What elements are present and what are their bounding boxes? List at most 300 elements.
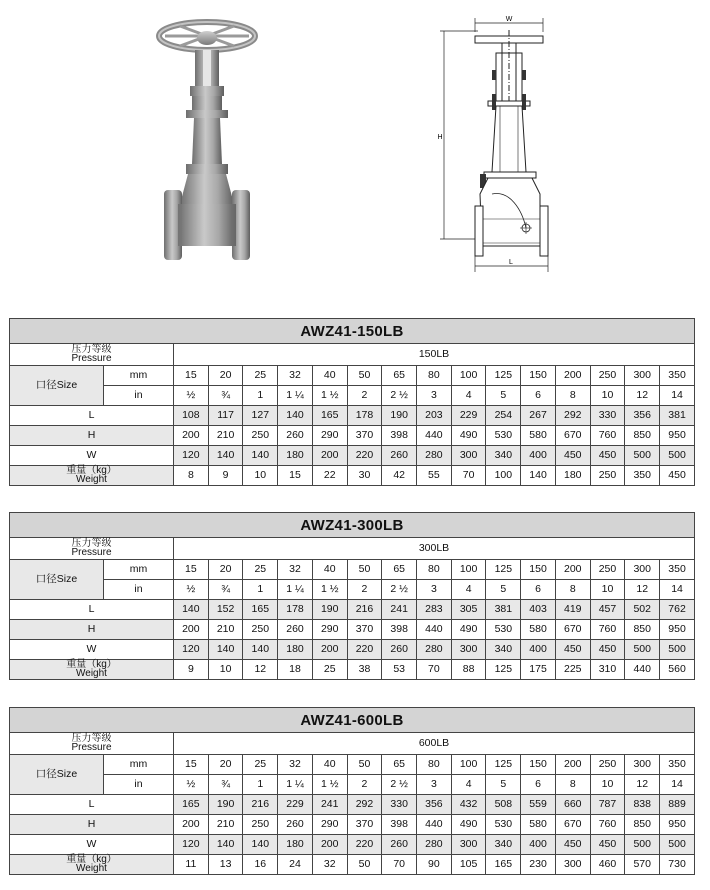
weight-cell: 11 [174,855,209,875]
in-cell: 1 ½ [312,580,347,600]
l-cell: 508 [486,795,521,815]
in-cell: 10 [590,775,625,795]
in-cell: 5 [486,386,521,406]
w-cell: 400 [521,446,556,466]
w-cell: 140 [208,446,243,466]
pressure-label-en: Pressure [71,742,112,753]
h-cell: 370 [347,426,382,446]
mm-cell: 300 [625,560,660,580]
w-cell: 200 [312,835,347,855]
w-cell: 450 [555,640,590,660]
h-cell: 260 [278,620,313,640]
weight-cell: 9 [174,660,209,680]
w-cell: 400 [521,640,556,660]
weight-cell: 460 [590,855,625,875]
l-cell: 838 [625,795,660,815]
h-row-label: H [10,620,174,640]
weight-cell: 88 [451,660,486,680]
in-cell: 12 [625,386,660,406]
w-cell: 450 [590,835,625,855]
l-cell: 229 [451,406,486,426]
h-cell: 370 [347,815,382,835]
w-cell: 450 [555,446,590,466]
l-cell: 330 [382,795,417,815]
w-row-label: W [10,835,174,855]
l-cell: 140 [278,406,313,426]
w-cell: 200 [312,640,347,660]
in-cell: 1 [243,386,278,406]
w-cell: 280 [417,640,452,660]
h-cell: 398 [382,815,417,835]
l-cell: 190 [382,406,417,426]
pressure-label [10,538,174,560]
l-cell: 229 [278,795,313,815]
pressure-label-cn: 压力等级 [71,344,112,355]
mm-cell: 100 [451,755,486,775]
pressure-label-cn: 压力等级 [71,733,112,744]
mm-cell: 200 [555,755,590,775]
spec-table-1 [9,512,695,680]
l-cell: 190 [312,600,347,620]
table-title [10,708,695,733]
weight-cell: 24 [278,855,313,875]
w-cell: 140 [243,446,278,466]
h-cell: 290 [312,620,347,640]
mm-cell: 25 [243,560,278,580]
in-cell: 2 ½ [382,580,417,600]
h-cell: 580 [521,815,556,835]
w-cell: 220 [347,835,382,855]
l-cell: 216 [347,600,382,620]
h-cell: 760 [590,426,625,446]
w-row-label: W [10,446,174,466]
mm-cell: 25 [243,366,278,386]
table-title-text: AWZ41-150LB [300,322,404,340]
w-cell: 500 [660,835,695,855]
h-cell: 490 [451,426,486,446]
w-cell: 340 [486,446,521,466]
l-dimension-label: L [509,259,513,266]
in-cell: 2 ½ [382,775,417,795]
weight-cell: 38 [347,660,382,680]
in-cell: 6 [521,775,556,795]
l-cell: 660 [555,795,590,815]
mm-cell: 200 [555,366,590,386]
mm-cell: 15 [174,755,209,775]
l-cell: 889 [660,795,695,815]
mm-cell: 125 [486,755,521,775]
l-cell: 305 [451,600,486,620]
w-cell: 260 [382,640,417,660]
h-cell: 580 [521,426,556,446]
mm-cell: 80 [417,366,452,386]
h-cell: 490 [451,815,486,835]
mm-cell: 150 [521,755,556,775]
w-cell: 500 [660,640,695,660]
weight-cell: 10 [208,660,243,680]
weight-cell: 55 [417,466,452,486]
w-cell: 450 [590,446,625,466]
weight-cell: 50 [347,855,382,875]
h-cell: 950 [660,620,695,640]
valve-dimension-drawing [430,14,560,276]
weight-label-cn: 重量（kg） [66,465,117,476]
mm-cell: 150 [521,560,556,580]
w-cell: 340 [486,835,521,855]
in-cell: 8 [555,386,590,406]
w-cell: 180 [278,835,313,855]
table-title-text: AWZ41-600LB [300,711,404,729]
pressure-value: 300LB [174,538,695,560]
h-cell: 670 [555,426,590,446]
h-cell: 260 [278,815,313,835]
l-cell: 419 [555,600,590,620]
l-cell: 127 [243,406,278,426]
l-cell: 762 [660,600,695,620]
h-cell: 250 [243,426,278,446]
in-cell: 5 [486,775,521,795]
l-cell: 457 [590,600,625,620]
mm-cell: 300 [625,755,660,775]
w-cell: 500 [660,446,695,466]
size-label: 口径Size [10,366,104,406]
weight-cell: 230 [521,855,556,875]
w-cell: 280 [417,835,452,855]
h-cell: 290 [312,426,347,446]
mm-cell: 32 [278,560,313,580]
weight-cell: 180 [555,466,590,486]
h-cell: 850 [625,815,660,835]
mm-cell: 32 [278,755,313,775]
mm-cell: 200 [555,560,590,580]
mm-cell: 15 [174,560,209,580]
l-cell: 241 [382,600,417,620]
mm-cell: 65 [382,755,417,775]
mm-cell: 40 [312,560,347,580]
in-cell: 5 [486,580,521,600]
w-cell: 180 [278,446,313,466]
in-cell: 1 ¼ [278,386,313,406]
h-cell: 760 [590,620,625,640]
weight-cell: 25 [312,660,347,680]
weight-cell: 16 [243,855,278,875]
mm-cell: 350 [660,755,695,775]
in-cell: ½ [174,775,209,795]
l-cell: 152 [208,600,243,620]
h-cell: 440 [417,426,452,446]
w-cell: 450 [555,835,590,855]
mm-cell: 125 [486,366,521,386]
h-cell: 440 [417,620,452,640]
pressure-label-en: Pressure [71,547,112,558]
l-cell: 403 [521,600,556,620]
w-cell: 220 [347,640,382,660]
weight-label-en: Weight [76,863,107,874]
weight-cell: 250 [590,466,625,486]
weight-label [10,660,174,680]
mm-cell: 32 [278,366,313,386]
l-cell: 216 [243,795,278,815]
mm-cell: 300 [625,366,660,386]
weight-cell: 15 [278,466,313,486]
h-cell: 398 [382,620,417,640]
mm-cell: 50 [347,366,382,386]
h-cell: 370 [347,620,382,640]
in-cell: 12 [625,580,660,600]
h-cell: 950 [660,426,695,446]
weight-cell: 730 [660,855,695,875]
l-cell: 254 [486,406,521,426]
weight-cell: 125 [486,660,521,680]
l-cell: 292 [347,795,382,815]
l-row-label: L [10,795,174,815]
pressure-label [10,344,174,366]
in-cell: ¾ [208,580,243,600]
w-cell: 400 [521,835,556,855]
mm-cell: 25 [243,755,278,775]
l-cell: 117 [208,406,243,426]
weight-cell: 165 [486,855,521,875]
mm-cell: 40 [312,755,347,775]
weight-cell: 440 [625,660,660,680]
in-cell: 12 [625,775,660,795]
pressure-value: 150LB [174,344,695,366]
weight-cell: 10 [243,466,278,486]
weight-cell: 225 [555,660,590,680]
mm-label: mm [104,366,174,386]
in-cell: 4 [451,775,486,795]
in-cell: 2 ½ [382,386,417,406]
l-cell: 178 [347,406,382,426]
mm-cell: 20 [208,366,243,386]
w-cell: 500 [625,835,660,855]
w-cell: 450 [590,640,625,660]
in-cell: 3 [417,775,452,795]
in-cell: ¾ [208,775,243,795]
mm-cell: 350 [660,560,695,580]
l-cell: 330 [590,406,625,426]
in-cell: 10 [590,580,625,600]
l-cell: 190 [208,795,243,815]
l-cell: 165 [312,406,347,426]
in-cell: ¾ [208,386,243,406]
w-cell: 260 [382,446,417,466]
mm-cell: 125 [486,560,521,580]
in-label: in [104,580,174,600]
in-label: in [104,386,174,406]
weight-label-en: Weight [76,668,107,679]
h-cell: 210 [208,426,243,446]
l-cell: 283 [417,600,452,620]
in-cell: 3 [417,386,452,406]
weight-cell: 310 [590,660,625,680]
mm-label: mm [104,755,174,775]
l-cell: 292 [555,406,590,426]
in-cell: 2 [347,386,382,406]
h-cell: 670 [555,620,590,640]
pressure-label [10,733,174,755]
h-cell: 200 [174,620,209,640]
weight-cell: 560 [660,660,695,680]
h-dimension-label: H [437,134,443,141]
mm-cell: 20 [208,560,243,580]
in-cell: 1 ¼ [278,775,313,795]
mm-cell: 80 [417,560,452,580]
w-cell: 500 [625,640,660,660]
in-cell: 10 [590,386,625,406]
w-cell: 220 [347,446,382,466]
mm-cell: 50 [347,755,382,775]
weight-cell: 18 [278,660,313,680]
h-row-label: H [10,426,174,446]
weight-cell: 570 [625,855,660,875]
h-cell: 200 [174,815,209,835]
mm-cell: 250 [590,366,625,386]
weight-label-en: Weight [76,474,107,485]
w-cell: 300 [451,640,486,660]
in-cell: 8 [555,580,590,600]
l-row-label: L [10,406,174,426]
in-cell: ½ [174,580,209,600]
weight-label-cn: 重量（kg） [66,854,117,865]
w-cell: 260 [382,835,417,855]
valve-photo [150,14,265,266]
in-cell: 1 ¼ [278,580,313,600]
weight-label [10,466,174,486]
h-cell: 290 [312,815,347,835]
l-cell: 178 [278,600,313,620]
h-cell: 440 [417,815,452,835]
h-cell: 398 [382,426,417,446]
mm-cell: 150 [521,366,556,386]
h-cell: 210 [208,620,243,640]
in-cell: ½ [174,386,209,406]
h-cell: 530 [486,426,521,446]
h-cell: 250 [243,620,278,640]
weight-cell: 53 [382,660,417,680]
weight-cell: 9 [208,466,243,486]
w-cell: 120 [174,446,209,466]
w-cell: 300 [451,835,486,855]
weight-cell: 8 [174,466,209,486]
l-cell: 165 [243,600,278,620]
weight-cell: 90 [417,855,452,875]
weight-cell: 450 [660,466,695,486]
l-cell: 108 [174,406,209,426]
h-cell: 250 [243,815,278,835]
in-cell: 2 [347,580,382,600]
h-row-label: H [10,815,174,835]
w-cell: 340 [486,640,521,660]
in-cell: 6 [521,386,556,406]
h-cell: 950 [660,815,695,835]
w-cell: 140 [243,835,278,855]
w-cell: 120 [174,640,209,660]
w-cell: 500 [625,446,660,466]
weight-cell: 70 [451,466,486,486]
weight-cell: 70 [382,855,417,875]
l-cell: 787 [590,795,625,815]
in-cell: 4 [451,580,486,600]
w-cell: 280 [417,446,452,466]
l-cell: 356 [625,406,660,426]
mm-label: mm [104,560,174,580]
l-cell: 381 [486,600,521,620]
l-cell: 267 [521,406,556,426]
size-label: 口径Size [10,755,104,795]
weight-cell: 175 [521,660,556,680]
in-cell: 4 [451,386,486,406]
size-label: 口径Size [10,560,104,600]
h-cell: 260 [278,426,313,446]
weight-cell: 70 [417,660,452,680]
mm-cell: 65 [382,560,417,580]
weight-cell: 300 [555,855,590,875]
in-cell: 8 [555,775,590,795]
w-cell: 180 [278,640,313,660]
in-cell: 14 [660,580,695,600]
w-dimension-label: W [505,16,513,23]
mm-cell: 100 [451,366,486,386]
h-cell: 850 [625,426,660,446]
pressure-label-en: Pressure [71,353,112,364]
l-row-label: L [10,600,174,620]
l-cell: 559 [521,795,556,815]
in-label: in [104,775,174,795]
weight-cell: 32 [312,855,347,875]
table-title [10,513,695,538]
weight-cell: 12 [243,660,278,680]
mm-cell: 15 [174,366,209,386]
h-cell: 850 [625,620,660,640]
mm-cell: 40 [312,366,347,386]
weight-cell: 22 [312,466,347,486]
h-cell: 490 [451,620,486,640]
table-title-text: AWZ41-300LB [300,516,404,534]
weight-cell: 105 [451,855,486,875]
in-cell: 14 [660,775,695,795]
l-cell: 502 [625,600,660,620]
l-cell: 241 [312,795,347,815]
pressure-label-cn: 压力等级 [71,538,112,549]
mm-cell: 20 [208,755,243,775]
mm-cell: 350 [660,366,695,386]
h-cell: 580 [521,620,556,640]
in-cell: 1 ½ [312,386,347,406]
h-cell: 530 [486,815,521,835]
in-cell: 1 ½ [312,775,347,795]
h-cell: 760 [590,815,625,835]
w-cell: 200 [312,446,347,466]
spec-table-2 [9,707,695,875]
mm-cell: 250 [590,560,625,580]
in-cell: 14 [660,386,695,406]
l-cell: 432 [451,795,486,815]
weight-label-cn: 重量（kg） [66,659,117,670]
weight-cell: 30 [347,466,382,486]
weight-cell: 13 [208,855,243,875]
mm-cell: 250 [590,755,625,775]
l-cell: 165 [174,795,209,815]
w-cell: 120 [174,835,209,855]
h-cell: 210 [208,815,243,835]
l-cell: 203 [417,406,452,426]
w-cell: 140 [208,835,243,855]
weight-cell: 42 [382,466,417,486]
w-cell: 140 [243,640,278,660]
table-title [10,319,695,344]
in-cell: 3 [417,580,452,600]
